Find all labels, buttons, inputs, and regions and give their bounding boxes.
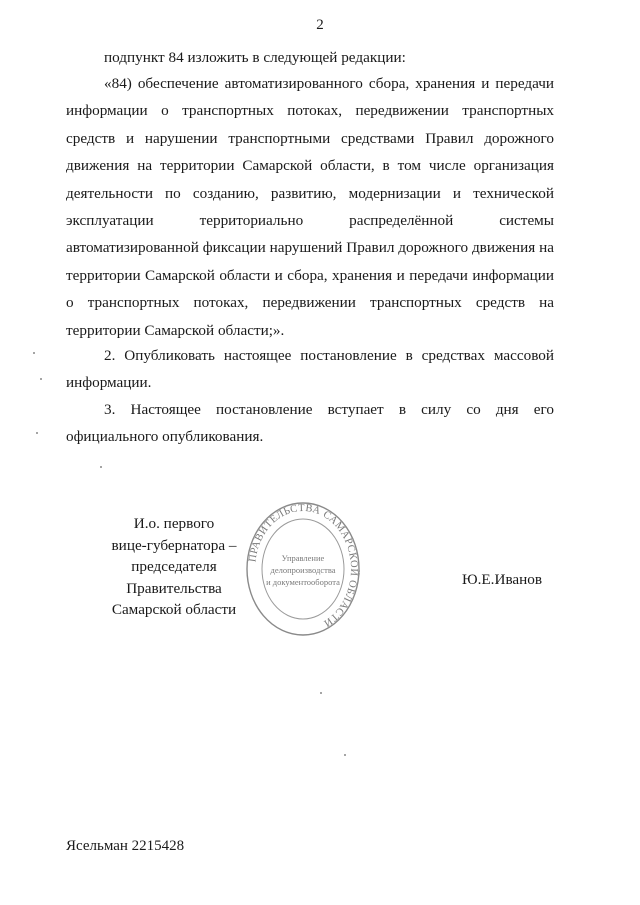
item-3-last-line: официального опубликования. <box>66 428 264 446</box>
signatory-name: Ю.Е.Иванов <box>462 571 543 588</box>
scan-speck <box>40 378 42 380</box>
footer-executor: Ясельман 2215428 <box>66 838 185 854</box>
item-84-line: эксплуатации территориально распределённой системы <box>66 212 554 230</box>
stamp-inner-line: и документооборота <box>266 577 340 587</box>
signatory-title <box>90 513 258 621</box>
item-2-line: 2. Опубликовать настоящее постановление в средствах массовой <box>104 347 554 364</box>
item-84-line: автоматизированной фиксации нарушений Правил дорожного движения на <box>66 239 554 257</box>
item-2-last-line: информации. <box>66 374 152 392</box>
scan-speck <box>320 692 322 694</box>
signatory-title-line: вице-губернатора – <box>111 536 237 554</box>
scan-speck <box>344 754 346 756</box>
item-84-line: деятельности по созданию, развитию, модернизации и технической <box>66 184 554 202</box>
stamp-seal-icon <box>244 500 362 638</box>
item-3-paragraph <box>66 396 554 451</box>
signatory-title-line: председателя Правительства <box>126 558 222 597</box>
stamp-inner-line: Управление <box>281 553 325 563</box>
signatory-title-line: Самарской области <box>111 601 237 618</box>
item-84-line: информации о транспортных потоках, передвижении транспортных <box>66 102 554 120</box>
signatory-title-line: И.о. первого <box>133 515 215 532</box>
item-84-line: «84) обеспечение автоматизированного сбора, хранения и передачи <box>104 75 554 92</box>
item-3-line: 3. Настоящее постановление вступает в силу со дня его <box>104 401 554 418</box>
scan-speck <box>33 352 35 354</box>
item-84-paragraph <box>66 70 554 344</box>
item-84-line: движения на территории Самарской области, в том числе организация <box>66 157 554 175</box>
scan-speck <box>36 432 38 434</box>
item-2-paragraph <box>66 342 554 397</box>
stamp-outer-text: ПРАВИТЕЛЬСТВА САМАРСКОЙ ОБЛАСТИ <box>247 502 360 629</box>
item-84-line: территории Самарской области и сбора, хранения и передачи информации <box>66 266 554 284</box>
item-84-last-line: территории Самарской области;». <box>66 321 285 339</box>
stamp-inner-line: делопроизводства <box>270 565 336 575</box>
intro-line: подпункт 84 изложить в следующей редакции: <box>104 49 406 66</box>
item-84-line: о транспортных потоках, передвижении транспортных средств на <box>66 294 554 312</box>
stamp <box>244 500 362 638</box>
page-number: 2 <box>316 17 324 33</box>
item-84-line: средств и нарушении транспортными средствами Правил дорожного <box>66 129 554 147</box>
intro-paragraph <box>66 44 554 71</box>
scan-speck <box>100 466 102 468</box>
